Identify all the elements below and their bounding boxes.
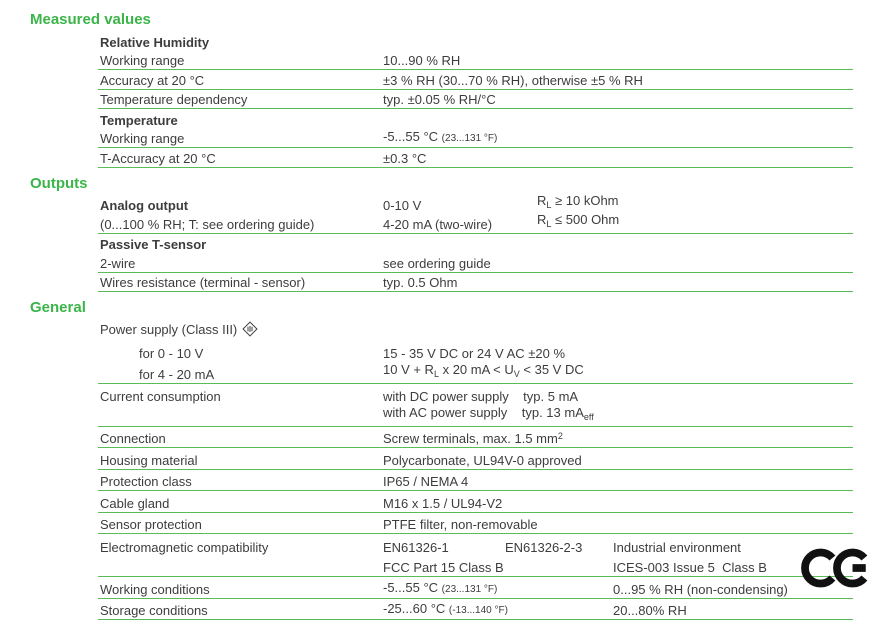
spec-row xyxy=(98,129,853,149)
text-segment: Electromagnetic compatibility xyxy=(100,539,269,555)
text-segment: -25...60 °C xyxy=(383,601,449,616)
text-segment: Relative Humidity xyxy=(100,34,210,50)
spec-row xyxy=(98,448,853,470)
row-value-right xyxy=(613,603,687,618)
text-segment: L xyxy=(433,368,439,379)
row-value xyxy=(383,453,582,468)
row-value xyxy=(383,53,460,68)
text-segment: see ordering guide xyxy=(383,255,491,271)
row-label xyxy=(139,367,214,382)
row-value xyxy=(383,346,565,361)
row-value xyxy=(383,601,508,618)
row-label xyxy=(100,256,135,271)
text-segment: 0-10 V xyxy=(383,198,422,213)
row-label xyxy=(100,35,209,50)
text-segment: Passive T-sensor xyxy=(100,237,207,252)
text-segment: Working range xyxy=(100,131,185,146)
text-segment: 10...90 % RH xyxy=(383,53,461,68)
text-segment: Wires resistance (terminal - sensor) xyxy=(100,275,306,290)
text-segment: L xyxy=(546,218,552,229)
text-segment: Industrial environment xyxy=(613,539,741,555)
row-label xyxy=(100,92,247,107)
spec-row xyxy=(98,253,853,273)
text-segment: Temperature xyxy=(100,112,178,128)
row-value-right xyxy=(537,212,619,232)
row-value xyxy=(383,217,492,232)
ce-certification-mark-icon xyxy=(801,547,873,594)
text-segment: 0...95 % RH (non-condensing) xyxy=(613,581,788,597)
spec-row xyxy=(98,384,853,406)
text-segment: ±3 % RH (30...70 % RH), otherwise ±5 % RH xyxy=(383,72,643,88)
row-label xyxy=(100,496,169,511)
spec-row xyxy=(98,319,853,341)
row-label xyxy=(100,603,208,618)
text-segment: R xyxy=(537,193,547,208)
spec-row xyxy=(98,90,853,110)
row-label xyxy=(100,540,268,555)
row-label xyxy=(100,151,216,166)
text-segment: V xyxy=(513,368,520,379)
text-segment: (-13...140 °F) xyxy=(448,605,508,616)
class-iii-protection-icon xyxy=(242,321,258,340)
spec-row xyxy=(98,273,853,293)
row-value-right xyxy=(613,540,741,555)
text-segment: typ. 0.5 Ohm xyxy=(383,275,458,290)
spec-row xyxy=(98,577,853,599)
row-label xyxy=(100,217,314,232)
text-segment: -5...55 °C xyxy=(383,579,442,595)
section-title-measured-values: Measured values xyxy=(30,11,151,28)
text-segment: IP65 / NEMA 4 xyxy=(383,474,469,489)
text-segment: L xyxy=(546,200,552,210)
section-title-general: General xyxy=(30,299,86,316)
spec-row xyxy=(98,109,853,129)
row-value xyxy=(383,389,578,404)
text-segment: Storage conditions xyxy=(100,603,208,618)
text-segment: (0...100 % RH; T: see ordering guide) xyxy=(100,216,315,232)
row-label xyxy=(100,73,204,88)
text-segment: EN61326-1 xyxy=(383,539,449,555)
row-label xyxy=(100,389,221,404)
text-segment: with AC power supply typ. 13 mA xyxy=(383,404,584,420)
text-segment: ICES-003 Issue 5 Class B xyxy=(613,560,767,575)
section-rows xyxy=(0,31,880,168)
row-value xyxy=(383,362,584,382)
row-label xyxy=(100,517,202,532)
row-value xyxy=(383,92,496,107)
row-value xyxy=(383,560,504,575)
text-segment: M16 x 1.5 / UL94-V2 xyxy=(383,495,503,511)
text-segment: 20...80% RH xyxy=(613,603,687,618)
spec-row xyxy=(98,70,853,90)
text-segment: (23...131 °F) xyxy=(441,583,498,595)
row-value-secondary xyxy=(505,540,582,555)
row-value xyxy=(383,256,491,271)
spec-row xyxy=(98,427,853,449)
text-segment: Screw terminals, max. 1.5 mm xyxy=(383,431,558,446)
section-rows xyxy=(0,195,880,293)
row-label xyxy=(100,237,206,252)
row-label xyxy=(100,275,305,290)
row-label xyxy=(100,474,192,489)
text-segment: Connection xyxy=(100,431,166,446)
row-label xyxy=(100,198,188,213)
text-segment: Working conditions xyxy=(100,581,210,597)
text-segment: < 35 V DC xyxy=(519,361,584,377)
text-segment: 10 V + R xyxy=(383,361,434,377)
spec-row xyxy=(98,31,853,51)
row-value xyxy=(383,73,643,88)
row-value xyxy=(383,429,563,446)
spec-row xyxy=(98,405,853,427)
spec-row xyxy=(98,211,853,234)
row-value xyxy=(383,151,426,166)
row-label xyxy=(100,131,184,146)
text-segment: with DC power supply typ. 5 mA xyxy=(383,389,579,404)
text-segment: Analog output xyxy=(100,198,189,213)
row-value xyxy=(383,540,449,555)
row-label xyxy=(100,321,258,340)
text-segment: Polycarbonate, UL94V-0 approved xyxy=(383,452,582,468)
row-value xyxy=(383,198,421,213)
text-segment: Protection class xyxy=(100,474,192,489)
spec-row xyxy=(98,513,853,535)
text-segment: 2 xyxy=(557,431,563,441)
row-label xyxy=(100,53,184,68)
spec-row xyxy=(98,599,853,621)
text-segment: Accuracy at 20 °C xyxy=(100,72,205,88)
row-value xyxy=(383,405,594,425)
text-segment: for 4 - 20 mA xyxy=(139,366,215,382)
text-segment: ≥ 10 kOhm xyxy=(551,193,619,208)
text-segment: R xyxy=(537,211,547,227)
row-label xyxy=(100,113,178,128)
spec-row xyxy=(98,470,853,492)
text-segment: Current consumption xyxy=(100,389,221,404)
text-segment: FCC Part 15 Class B xyxy=(383,560,504,575)
row-value xyxy=(383,474,468,489)
text-segment: eff xyxy=(583,411,594,422)
text-segment: T-Accuracy at 20 °C xyxy=(100,150,216,166)
text-segment: x 20 mA < U xyxy=(438,361,514,377)
row-value xyxy=(383,517,538,532)
text-segment: 15 - 35 V DC or 24 V AC ±20 % xyxy=(383,346,565,361)
row-value xyxy=(383,580,497,597)
row-label xyxy=(100,582,210,597)
text-segment: Housing material xyxy=(100,452,198,468)
row-label xyxy=(139,346,203,361)
spec-row xyxy=(98,362,853,384)
row-value-right xyxy=(537,193,619,213)
row-value xyxy=(383,496,502,511)
text-segment: typ. ±0.05 % RH/°C xyxy=(383,92,496,107)
row-value-right xyxy=(613,582,788,597)
text-segment: -5...55 °C xyxy=(383,129,442,144)
text-segment: 2-wire xyxy=(100,255,136,271)
spec-row xyxy=(98,234,853,254)
spec-row xyxy=(98,148,853,168)
text-segment: (23...131 °F) xyxy=(441,133,498,144)
text-segment: ±0.3 °C xyxy=(383,150,427,166)
row-label xyxy=(100,431,166,446)
text-segment: Temperature dependency xyxy=(100,92,248,107)
row-label xyxy=(100,453,198,468)
text-segment: Power supply (Class III) xyxy=(100,321,238,337)
text-segment: Cable gland xyxy=(100,495,170,511)
section-title-outputs: Outputs xyxy=(30,174,88,192)
row-value-right xyxy=(613,560,767,575)
spec-row xyxy=(98,491,853,513)
text-segment: EN61326-2-3 xyxy=(505,539,583,555)
text-segment: PTFE filter, non-removable xyxy=(383,517,538,532)
text-segment: Sensor protection xyxy=(100,517,202,532)
spec-row xyxy=(98,534,853,556)
text-segment: for 0 - 10 V xyxy=(139,346,204,361)
row-value xyxy=(383,275,457,290)
spec-row xyxy=(98,556,853,578)
section-rows xyxy=(0,319,880,620)
row-value xyxy=(383,129,497,146)
text-segment: 4-20 mA (two-wire) xyxy=(383,216,493,232)
spec-row xyxy=(98,51,853,71)
text-segment: ≤ 500 Ohm xyxy=(551,211,620,227)
spec-row xyxy=(98,341,853,363)
spec-row xyxy=(98,195,853,215)
text-segment: Working range xyxy=(100,53,185,68)
